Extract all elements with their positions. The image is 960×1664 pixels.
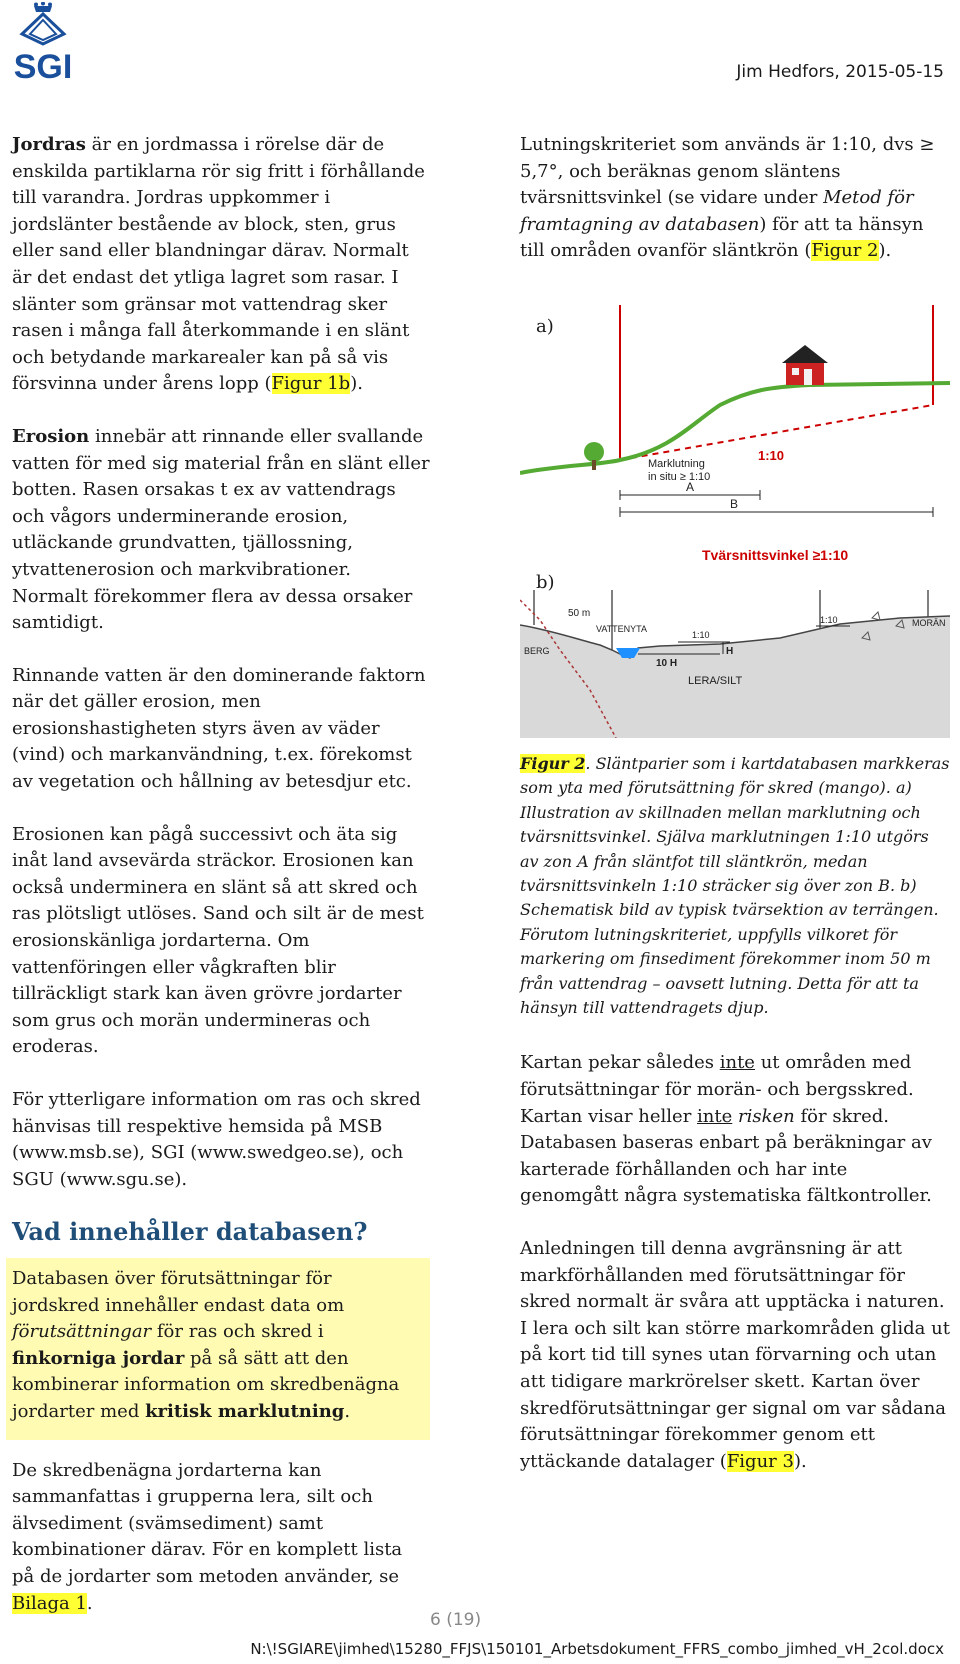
logo-text: SGI xyxy=(13,48,73,86)
paragraph-erosionen: Erosionen kan pågå successivt och äta sig inåt land avsevärda sträckor. Erosionen kan också underminera en slänt så att skred och ras plötsligt utlöses. Sand och silt är de mest erosionskänliga jordarterna. Om vattenföringen eller vågkraften blir tillräckligt stark kan även grövre jordarter som grus och morän undermineras och eroderas. xyxy=(12,823,424,1058)
slope-label: 1:10 xyxy=(758,448,785,463)
distance-50m-label: 50 m xyxy=(568,608,591,619)
right-column-lower xyxy=(520,752,950,1501)
author-date: Jim Hedfors, 2015-05-15 xyxy=(736,62,944,82)
horizontal-distance-label: 10 H xyxy=(656,658,678,669)
bilaga-1-link[interactable]: Bilaga 1 xyxy=(12,1592,87,1614)
figure-2-b xyxy=(520,590,950,738)
section-heading: Vad innehåller databasen? xyxy=(12,1217,368,1247)
marklutning-label-1: Marklutning xyxy=(648,458,705,470)
terrain-line xyxy=(520,383,950,473)
paragraph-anledningen: Anledningen till denna avgränsning är att markförhållanden med förutsättningar för skred normalt är svåra att upptäcka i naturen. I lera och silt kan större markområden glida ut på kort tid till synes utan förvarning och utan att tidigare markrörelser skett. Kartan över skredförutsättningar ger signal om var sådana förutsättningar förekommer genom ett yttäckande datalager (Figur 3). xyxy=(520,1238,950,1472)
moraine-label: MORÄN xyxy=(912,618,946,628)
clay-silt-label: LERA/SILT xyxy=(688,675,743,687)
tree-icon xyxy=(584,442,604,462)
dimension-b-label: B xyxy=(730,497,739,511)
figure-2-caption: Figur 2. Släntparier som i kartdatabasen markkeras som yta med förutsättning för skred (mango). a) Illustration av skillnaden mellan marklutning och tvärsnittsvinkel. Själva marklutningen 1:10 utgörs av zon A från släntfot till släntkrön, medan tvärsnittsvinkeln 1:10 sträcker sig över zon B. b) Schematisk bild av typisk tvärsektion av terrängen. Förutom lutningskriteriet, uppfylls vilkoret för markering om finsediment förekommer inom 50 m från vattendrag – oavsett lutning. Detta för att ta hänsyn till vattendragets djup. xyxy=(520,754,950,1018)
paragraph-jordras: Jordras är en jordmassa i rörelse där de enskilda partiklarna rör sig fritt i förhållande till varandra. Jordras uppkommer i jordslänter bestående av block, sten, grus eller sand eller blandningar därav. Normalt är det endast det ytliga lagret som rasar. I slänter som gränsar mot vattendrag sker rasen i många fall återkommande i en slänt och betydande markarealer kan på så vis försvinna under årens lopp (Figur 1b). xyxy=(12,134,425,395)
slope-ratio-label-2: 1:10 xyxy=(820,615,838,625)
house-icon xyxy=(782,345,828,385)
figur-3-link[interactable]: Figur 3 xyxy=(726,1450,794,1472)
water-surface-label: VATTENYTA xyxy=(596,624,648,634)
paragraph-kartan-pekar: Kartan pekar således inte ut områden med förutsättningar för morän- och bergsskred. Kartan visar heller inte risken för skred. Databasen baseras enbart på beräkningar av karterade förhållanden och har inte genomgått några systematiska fältkontroller. xyxy=(520,1052,932,1207)
figure-label-b: b) xyxy=(536,572,555,593)
paragraph-rinnande-vatten: Rinnande vatten är den dominerande faktorn när det gäller erosion, men erosionshastigheten styrs även av väder (vind) och markanvändning, t.ex. förekomst av vegetation och hållning av betesdjur etc. xyxy=(12,664,426,793)
highlight-box: Databasen över förutsättningar för jordskred innehåller endast data om förutsättningar för ras och skred i finkorniga jordar på så sätt att den kombinerar information om skredbenägna jordarter med kritisk marklutning. xyxy=(6,1258,430,1440)
paragraph-lutningskriteriet: Lutningskriteriet som används är 1:10, dvs ≥ 5,7°, och beräknas genom släntens tvärsnittsvinkel (se vidare under Metod för framtagning av databasen) för att ta hänsyn till områden ovanför släntkrön (Figur 2). xyxy=(520,134,935,262)
figure-label-a: a) xyxy=(536,316,554,337)
figure-2-a xyxy=(520,305,950,565)
sgi-logo xyxy=(8,2,78,90)
marklutning-label-2: in situ ≥ 1:10 xyxy=(648,471,711,483)
left-column xyxy=(12,132,430,1643)
slope-ratio-label-1: 1:10 xyxy=(692,630,710,640)
dimension-a-label: A xyxy=(686,480,695,494)
paragraph-information: För ytterligare information om ras och skred hänvisas till respektive hemsida på MSB (www.msb.se), SGI (www.swedgeo.se), och SGU (www.sgu.se). xyxy=(12,1089,421,1190)
figur-2-link[interactable]: Figur 2 xyxy=(811,240,879,262)
file-path: N:\!SGIARE\jimhed\15280_FFJS\150101_Arbetsdokument_FFRS_combo_jimhed_vH_2col.docx xyxy=(250,1640,944,1658)
bedrock-label: BERG xyxy=(524,646,550,656)
height-label: H xyxy=(726,646,734,657)
page-number: 6 (19) xyxy=(430,1610,482,1630)
figur-1b-link[interactable]: Figur 1b xyxy=(271,373,351,395)
paragraph-skredbenagna: De skredbenägna jordarterna kan sammanfattas i grupperna lera, silt och älvsediment (svämsediment) samt kombinationer därav. För en komplett lista på de jordarter som metoden använder, se Bilaga 1. xyxy=(12,1459,403,1614)
paragraph-erosion: Erosion innebär att rinnande eller svallande vatten för med sig material från en slänt eller botten. Rasen orsakas t ex av vattendrags och vågors underminerande erosion, utläckande grundvatten, tjällossning, ytvattenerosion och markvibrationer. Normalt förekommer flera av dessa orsaker samtidigt. xyxy=(12,425,430,634)
right-column xyxy=(520,132,950,291)
cross-section-label: Tvärsnittsvinkel ≥1:10 xyxy=(702,547,849,563)
